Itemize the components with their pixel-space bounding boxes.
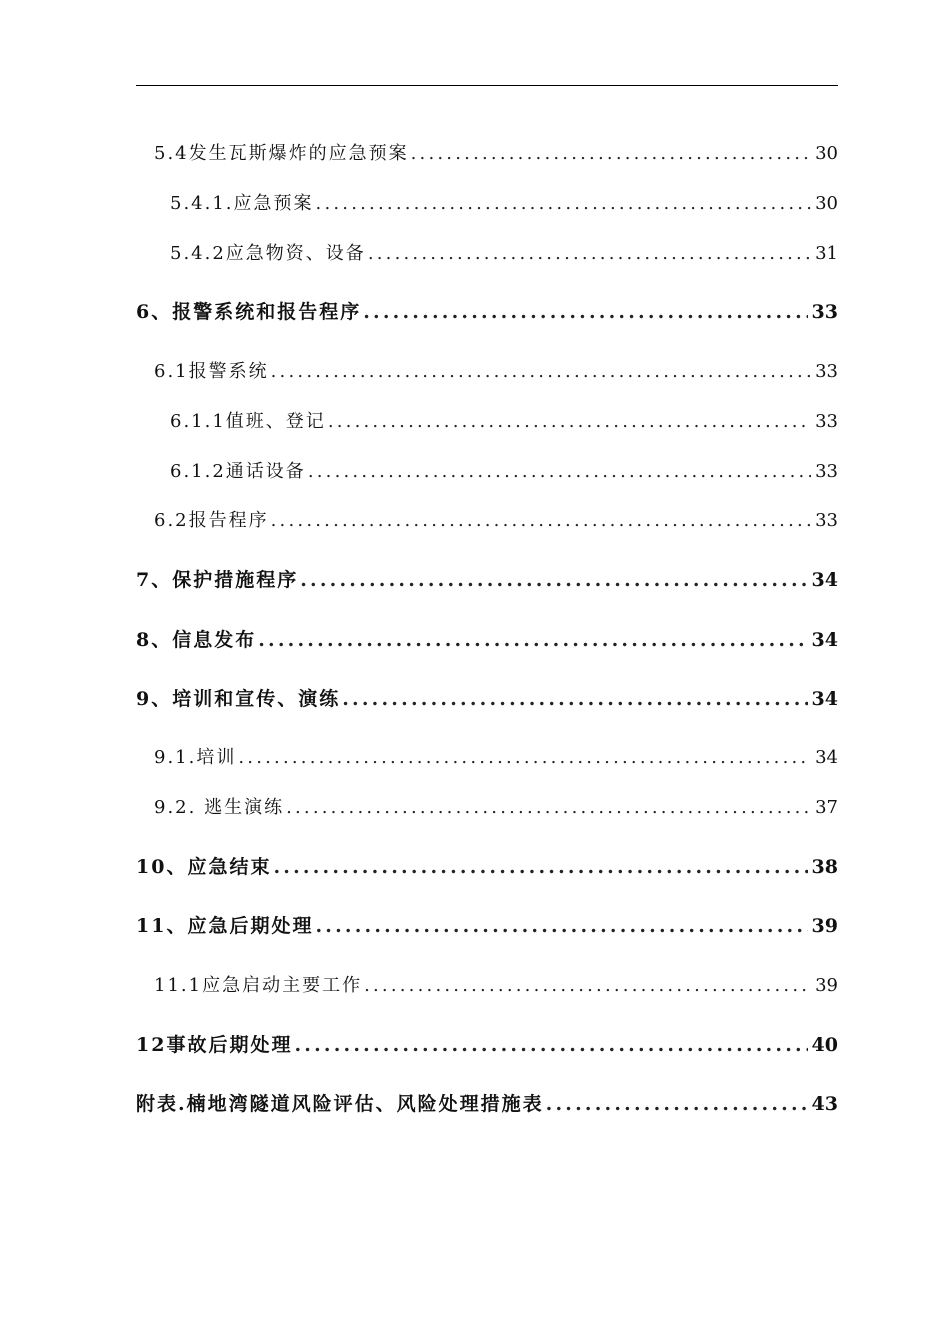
toc-entry-page: 33 (815, 510, 838, 531)
toc-entry-page: 40 (811, 1034, 838, 1056)
toc-entry-label: 5.4.2应急物资、设备 (170, 243, 366, 264)
dot-leader (258, 629, 807, 651)
toc-entry-label: 10、应急结束 (136, 856, 272, 878)
dot-leader (315, 915, 807, 937)
toc-entry-label: 6.2报告程序 (154, 510, 269, 531)
toc-entry-label: 9、培训和宣传、演练 (136, 688, 341, 710)
dot-leader (308, 461, 811, 482)
toc-entry-9[interactable] (136, 684, 838, 711)
dot-leader (238, 747, 811, 768)
toc-entry-11-1[interactable] (136, 971, 838, 997)
toc-entry-5-4-1[interactable] (136, 189, 838, 215)
header-rule (136, 85, 838, 86)
toc-entry-page: 33 (815, 411, 838, 432)
toc-entry-page: 34 (815, 747, 838, 768)
toc-entry-label: 11、应急后期处理 (136, 915, 314, 937)
toc-entry-label: 11.1应急启动主要工作 (154, 975, 363, 996)
toc-entry-appendix[interactable] (136, 1089, 838, 1116)
toc-entry-label: 附表.楠地湾隧道风险评估、风险处理措施表 (136, 1093, 544, 1115)
dot-leader (271, 510, 811, 531)
dot-leader (273, 856, 807, 878)
toc-entry-page: 39 (811, 915, 838, 937)
toc-entry-page: 38 (811, 856, 838, 878)
toc-entry-12[interactable] (136, 1030, 838, 1057)
toc-entry-page: 34 (811, 629, 838, 651)
toc-entry-6-1-1[interactable] (136, 407, 838, 433)
toc-entry-label: 6.1报警系统 (154, 361, 269, 382)
toc-entry-label: 7、保护措施程序 (136, 569, 299, 591)
toc-entry-page: 34 (811, 569, 838, 591)
toc-entry-label: 6、报警系统和报告程序 (136, 301, 362, 323)
dot-leader (328, 411, 811, 432)
toc-entry-5-4-2[interactable] (136, 239, 838, 265)
toc-entry-page: 39 (815, 975, 838, 996)
toc-entry-6-2[interactable] (136, 506, 838, 532)
dot-leader (300, 569, 807, 591)
toc-entry-label: 12事故后期处理 (136, 1034, 293, 1056)
dot-leader (286, 797, 811, 818)
toc-entry-6-1[interactable] (136, 357, 838, 383)
toc-entry-7[interactable] (136, 565, 838, 592)
toc-entry-label: 6.1.2通话设备 (170, 461, 306, 482)
toc-entry-6-1-2[interactable] (136, 457, 838, 483)
toc-entry-11[interactable] (136, 911, 838, 938)
toc-entry-page: 33 (815, 361, 838, 382)
dot-leader (342, 688, 807, 710)
dot-leader (411, 143, 811, 164)
toc-entry-5-4[interactable] (136, 139, 838, 165)
dot-leader (364, 975, 811, 996)
dot-leader (368, 243, 811, 264)
toc-entry-label: 5.4.1.应急预案 (170, 193, 314, 214)
toc-entry-6[interactable] (136, 297, 838, 324)
toc-entry-label: 6.1.1值班、登记 (170, 411, 326, 432)
toc-entry-label: 5.4发生瓦斯爆炸的应急预案 (154, 143, 409, 164)
toc-entry-page: 30 (815, 193, 838, 214)
toc-entry-page: 30 (815, 143, 838, 164)
toc-entry-page: 33 (811, 301, 838, 323)
dot-leader (271, 361, 811, 382)
toc-entry-page: 33 (815, 461, 838, 482)
dot-leader (363, 301, 807, 323)
toc-entry-page: 43 (811, 1093, 838, 1115)
dot-leader (546, 1093, 808, 1115)
dot-leader (316, 193, 812, 214)
toc-entry-label: 9.1.培训 (154, 747, 237, 768)
toc-entry-8[interactable] (136, 625, 838, 652)
toc-entry-10[interactable] (136, 852, 838, 879)
toc-entry-9-2[interactable] (136, 793, 838, 819)
toc-entry-page: 31 (815, 243, 838, 264)
toc-entry-9-1[interactable] (136, 743, 838, 769)
toc-entry-label: 8、信息发布 (136, 629, 257, 651)
toc-entry-page: 37 (815, 797, 838, 818)
toc-entry-label: 9.2. 逃生演练 (154, 797, 285, 818)
dot-leader (294, 1034, 807, 1056)
toc-entry-page: 34 (811, 688, 838, 710)
